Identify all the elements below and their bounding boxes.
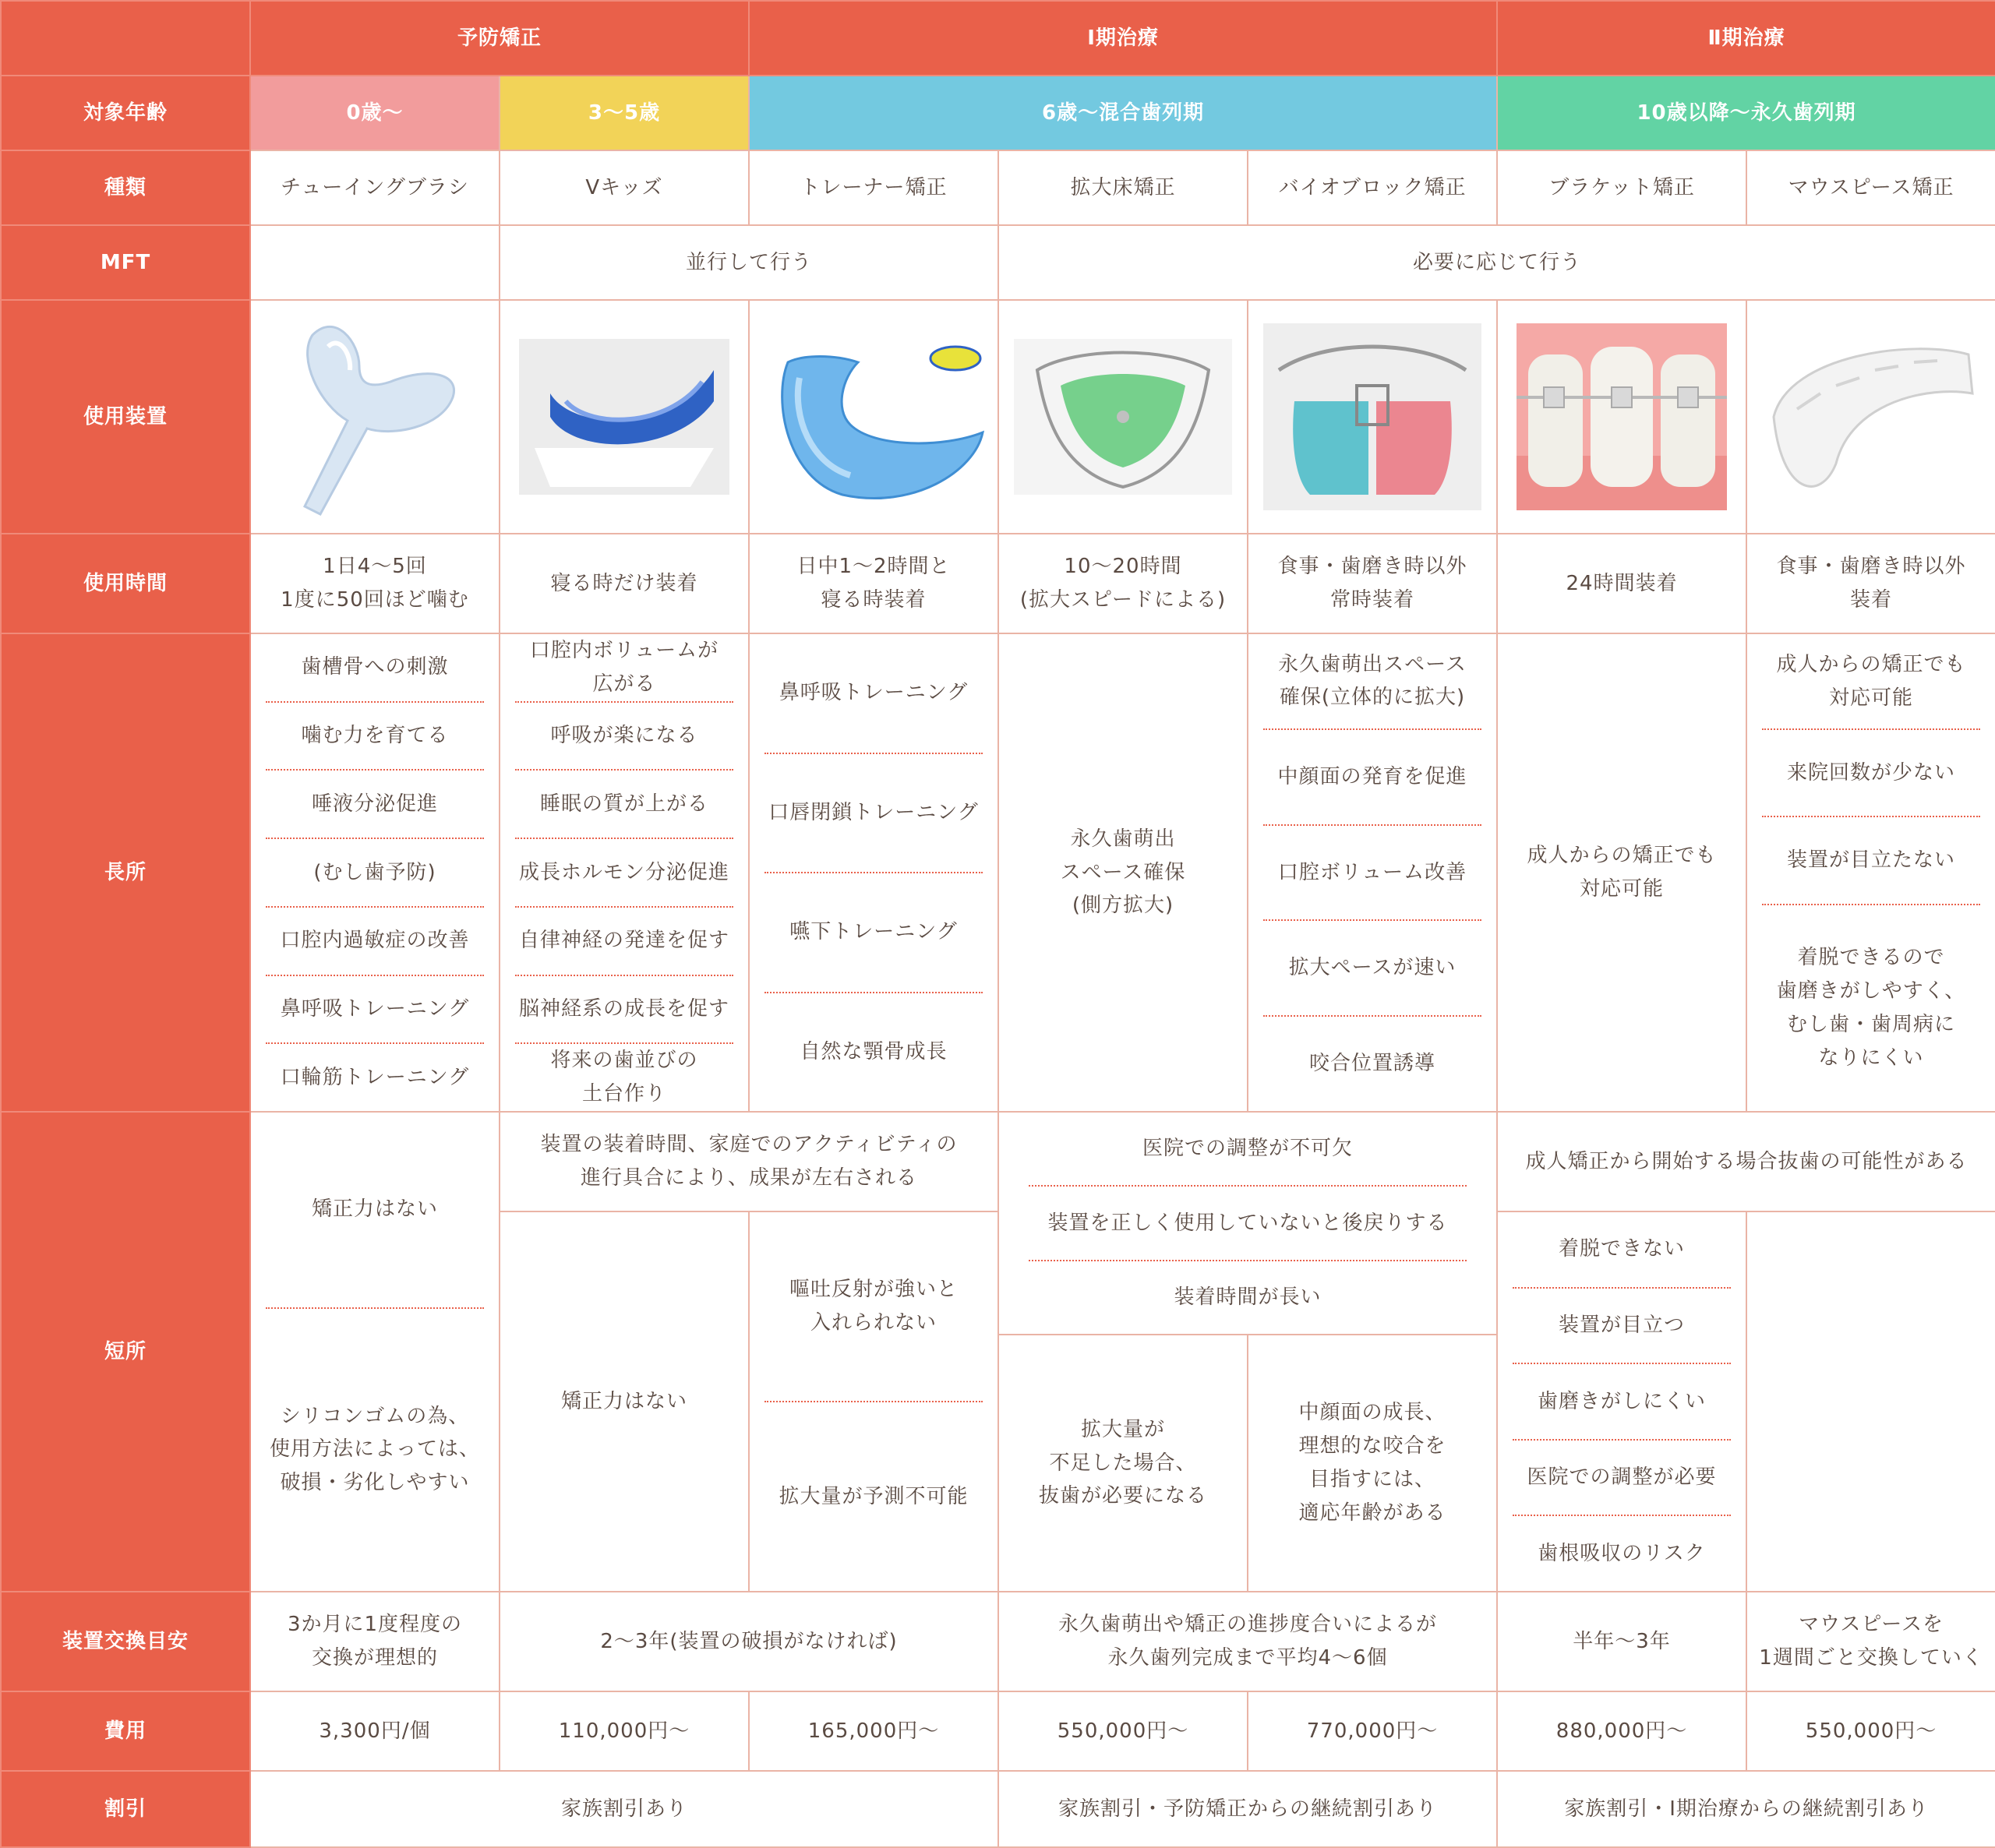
merit-item: 成長ホルモン分泌促進 — [515, 838, 733, 906]
type-cell: 拡大床矯正 — [998, 150, 1248, 225]
merit-item: 口腔内ボリュームが 広がる — [529, 639, 719, 696]
row-label-cost: 費用 — [1, 1691, 250, 1771]
time-cell — [1497, 534, 1746, 633]
device-row — [1, 300, 1995, 534]
device-cell — [1746, 300, 1995, 534]
row-label-type: 種類 — [1, 150, 250, 225]
merit-item: 自律神経の発達を促す — [515, 906, 733, 975]
phase-1: Ⅰ期治療 — [749, 1, 1497, 76]
device-cell — [998, 300, 1248, 534]
merit-list — [515, 634, 733, 1111]
mft-empty — [250, 225, 500, 300]
demerit-cell — [1248, 1335, 1497, 1592]
exchange-text: 2～3年(装置の破損がなければ) — [600, 1629, 898, 1653]
cost-cell: 110,000円～ — [500, 1691, 749, 1771]
age-10-permanent: 10歳以降～永久歯列期 — [1497, 76, 1995, 150]
demerit-cell — [250, 1112, 500, 1592]
time-cell — [250, 534, 500, 633]
demerit-item: 医院での調整が必要 — [1513, 1439, 1731, 1515]
time-text: 寝る時だけ装着 — [550, 571, 698, 595]
row-label-discount: 割引 — [1, 1771, 250, 1847]
time-cell — [998, 534, 1248, 633]
time-text: 食事・歯磨き時以外 常時装着 — [1277, 555, 1467, 612]
merit-item: 呼吸が楽になる — [515, 701, 733, 770]
demerit-text: 成人矯正から開始する場合抜歯の可能性がある — [1525, 1149, 1968, 1173]
type-cell: Vキッズ — [500, 150, 749, 225]
chewing-brush-icon — [274, 312, 476, 522]
bioblock-appliance-icon — [1263, 323, 1481, 510]
v-kids-mouthpiece-icon — [519, 339, 729, 495]
demerit-row — [1, 1112, 1995, 1211]
merit-item: 唾液分泌促進 — [266, 769, 484, 838]
merit-row — [1, 633, 1995, 1112]
time-text: 日中1～2時間と 寝る時装着 — [796, 555, 951, 612]
device-cell — [250, 300, 500, 534]
merit-cell — [250, 633, 500, 1112]
demerit-item: 着脱できない — [1559, 1237, 1686, 1261]
merit-item: 口腔ボリューム改善 — [1263, 824, 1481, 920]
demerit-cell-empty — [1746, 1211, 1995, 1592]
demerit-list — [266, 1113, 484, 1591]
row-label-time: 使用時間 — [1, 534, 250, 633]
demerit-list — [764, 1212, 983, 1591]
merit-item: 将来の歯並びの 土台作り — [515, 1042, 733, 1111]
merit-item: 自然な顎骨成長 — [764, 992, 983, 1112]
corner-cell — [1, 1, 250, 76]
demerit-item: 装着時間が長い — [1029, 1260, 1466, 1334]
demerit-item: 歯根吸収のリスク — [1513, 1515, 1731, 1591]
mft-row — [1, 225, 1995, 300]
time-text: 10～20時間 (拡大スピードによる) — [1019, 555, 1227, 612]
time-row — [1, 534, 1995, 633]
demerit-list — [1029, 1113, 1466, 1334]
phase-2: Ⅱ期治療 — [1497, 1, 1995, 76]
demerit-cell — [1497, 1211, 1746, 1592]
exchange-cell — [998, 1592, 1497, 1691]
merit-item: 来院回数が少ない — [1762, 728, 1980, 816]
phase-prevention: 予防矯正 — [250, 1, 749, 76]
type-cell: バイオブロック矯正 — [1248, 150, 1497, 225]
cost-cell: 770,000円～ — [1248, 1691, 1497, 1771]
exchange-cell — [1497, 1592, 1746, 1691]
demerit-item: 医院での調整が不可欠 — [1142, 1137, 1354, 1161]
row-label-demerit: 短所 — [1, 1112, 250, 1592]
exchange-text: マウスピースを 1週間ごと交換していく — [1759, 1613, 1983, 1670]
merit-item: 口唇閉鎖トレーニング — [764, 753, 983, 873]
demerit-item: 拡大量が予測不可能 — [764, 1401, 983, 1591]
phase-header-row — [1, 1, 1995, 76]
merit-list — [764, 634, 983, 1111]
exchange-text: 半年～3年 — [1573, 1629, 1671, 1653]
demerit-item: 矯正力はない — [311, 1197, 438, 1222]
type-cell: マウスピース矯正 — [1746, 150, 1995, 225]
discount-cell: 家族割引・予防矯正からの継続割引あり — [998, 1771, 1497, 1847]
demerit-cell — [998, 1112, 1497, 1335]
merit-item: 着脱できるので 歯磨きがしやすく、 むし歯・歯周病に なりにくい — [1762, 904, 1980, 1111]
merit-list — [1263, 634, 1481, 1111]
cost-cell: 550,000円～ — [1746, 1691, 1995, 1771]
merit-text: 永久歯萌出 スペース確保 (側方拡大) — [1060, 827, 1186, 918]
demerit-item: 歯磨きがしにくい — [1513, 1363, 1731, 1439]
merit-item: 中顔面の発育を促進 — [1263, 728, 1481, 824]
age-0: 0歳～ — [250, 76, 500, 150]
time-cell — [1746, 534, 1995, 633]
merit-item: 睡眠の質が上がる — [515, 769, 733, 838]
time-cell — [749, 534, 998, 633]
demerit-text: 拡大量が 不足した場合、 抜歯が必要になる — [1039, 1417, 1208, 1508]
merit-item: 咬合位置誘導 — [1263, 1015, 1481, 1111]
demerit-cell — [500, 1211, 749, 1592]
device-cell — [1497, 300, 1746, 534]
type-cell: チューイングブラシ — [250, 150, 500, 225]
merit-item: 永久歯萌出スペース 確保(立体的に拡大) — [1278, 652, 1467, 710]
discount-row — [1, 1771, 1995, 1847]
row-label-mft: MFT — [1, 225, 250, 300]
demerit-item: シリコンゴムの為、 使用方法によっては、 破損・劣化しやすい — [266, 1307, 484, 1591]
mft-parallel: 並行して行う — [500, 225, 998, 300]
row-label-merit: 長所 — [1, 633, 250, 1112]
merit-item: 成人からの矯正でも 対応可能 — [1776, 652, 1966, 710]
merit-item: 噛む力を育てる — [266, 701, 484, 770]
merit-item: 口輪筋トレーニング — [266, 1042, 484, 1111]
demerit-item: 装置が目立つ — [1513, 1287, 1731, 1363]
demerit-cell — [1497, 1112, 1995, 1211]
row-label-device: 使用装置 — [1, 300, 250, 534]
merit-cell — [1746, 633, 1995, 1112]
expansion-plate-icon — [1014, 339, 1232, 495]
row-label-age: 対象年齢 — [1, 76, 250, 150]
exchange-cell — [250, 1592, 500, 1691]
demerit-item: 嘔吐反射が強いと 入れられない — [789, 1278, 959, 1335]
age-row — [1, 76, 1995, 150]
cost-row — [1, 1691, 1995, 1771]
time-text: 24時間装着 — [1566, 571, 1678, 595]
merit-item: 嚥下トレーニング — [764, 872, 983, 992]
row-label-exchange: 装置交換目安 — [1, 1592, 250, 1691]
age-6-mixed: 6歳～混合歯列期 — [749, 76, 1497, 150]
exchange-text: 永久歯萌出や矯正の進捗度合いによるが 永久歯列完成まで平均4～6個 — [1058, 1613, 1438, 1670]
demerit-cell — [998, 1335, 1248, 1592]
discount-cell: 家族割引・Ⅰ期治療からの継続割引あり — [1497, 1771, 1995, 1847]
cost-cell: 550,000円～ — [998, 1691, 1248, 1771]
exchange-row — [1, 1592, 1995, 1691]
demerit-text: 矯正力はない — [561, 1389, 688, 1413]
device-cell — [1248, 300, 1497, 534]
type-cell: トレーナー矯正 — [749, 150, 998, 225]
discount-cell: 家族割引あり — [250, 1771, 998, 1847]
merit-cell — [998, 633, 1248, 1112]
demerit-list — [1513, 1212, 1731, 1591]
merit-list — [266, 634, 484, 1111]
trainer-mouthpiece-icon — [757, 323, 990, 510]
clear-aligner-icon — [1758, 323, 1984, 510]
cost-cell: 165,000円～ — [749, 1691, 998, 1771]
mft-as-needed: 必要に応じて行う — [998, 225, 1995, 300]
type-cell: ブラケット矯正 — [1497, 150, 1746, 225]
age-3-5: 3～5歳 — [500, 76, 749, 150]
merit-list — [1762, 634, 1980, 1111]
merit-item: 口腔内過敏症の改善 — [266, 906, 484, 975]
demerit-item: 装置を正しく使用していないと後戻りする — [1029, 1185, 1466, 1259]
merit-item: 鼻呼吸トレーニング — [266, 975, 484, 1043]
exchange-cell — [1746, 1592, 1995, 1691]
demerit-cell — [749, 1211, 998, 1592]
time-text: 食事・歯磨き時以外 装着 — [1776, 555, 1966, 612]
time-text: 1日4～5回 1度に50回ほど噛む — [281, 555, 469, 612]
type-row — [1, 150, 1995, 225]
exchange-cell — [500, 1592, 998, 1691]
cost-cell: 880,000円～ — [1497, 1691, 1746, 1771]
bracket-teeth-icon — [1517, 323, 1727, 510]
demerit-text: 装置の装着時間、家庭でのアクティビティの 進行具合により、成果が左右される — [540, 1133, 958, 1190]
exchange-text: 3か月に1度程度の 交換が理想的 — [287, 1613, 463, 1670]
merit-cell — [1497, 633, 1746, 1112]
merit-item: (むし歯予防) — [266, 838, 484, 906]
device-cell — [749, 300, 998, 534]
device-cell — [500, 300, 749, 534]
time-cell — [500, 534, 749, 633]
merit-item: 鼻呼吸トレーニング — [779, 681, 969, 705]
time-cell — [1248, 534, 1497, 633]
demerit-cell — [500, 1112, 998, 1211]
merit-text: 成人からの矯正でも 対応可能 — [1527, 844, 1717, 901]
demerit-text: 中顔面の成長、 理想的な咬合を 目指すには、 適応年齢がある — [1298, 1401, 1446, 1525]
merit-cell — [500, 633, 749, 1112]
merit-item: 脳神経系の成長を促す — [515, 975, 733, 1043]
merit-item: 拡大ペースが速い — [1263, 919, 1481, 1015]
merit-item: 装置が目立たない — [1762, 816, 1980, 903]
merit-cell — [749, 633, 998, 1112]
merit-item: 歯槽骨への刺激 — [301, 655, 449, 679]
cost-cell: 3,300円/個 — [250, 1691, 500, 1771]
merit-cell — [1248, 633, 1497, 1112]
